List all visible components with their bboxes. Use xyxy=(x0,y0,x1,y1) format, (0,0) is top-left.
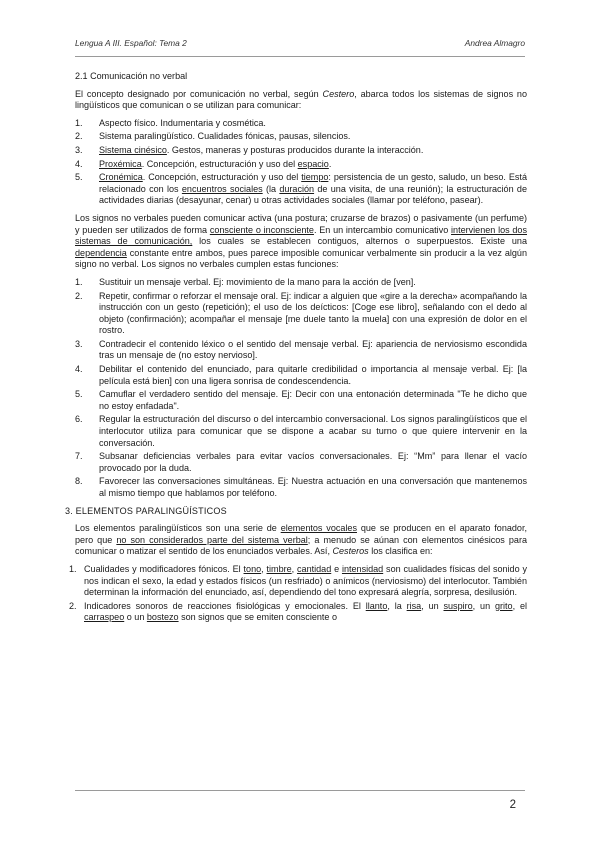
list-text: Cualidades y modificadores fónicos. El xyxy=(84,563,244,574)
nonverbal-systems-list xyxy=(75,118,527,207)
list-text: e xyxy=(331,563,342,574)
list-item xyxy=(69,564,527,599)
underlined-term: grito xyxy=(494,600,513,611)
footer-rule xyxy=(75,790,525,791)
underlined-term: Sistema cinésico xyxy=(99,144,167,155)
list-item xyxy=(75,451,527,474)
underlined-term: suspiro xyxy=(443,600,473,611)
underlined-term: encuentros sociales xyxy=(181,183,263,194)
list-text: Subsanar deficiencias verbales para evitar vacíos conversacionales. Ej: “Mm” para llenar el vacío provocado por la duda. xyxy=(99,451,527,473)
list-text: (la xyxy=(262,183,280,194)
list-text: . xyxy=(328,158,332,169)
list-text: Debilitar el contenido del enunciado, para quitarle credibilidad o importancia al mensaje verbal. Ej: [la película está bien] con una ligera sonrisa de condescendencia. xyxy=(99,364,527,386)
para-text: Los elementos paralingüísticos son una serie de xyxy=(75,523,281,534)
list-text: Indicadores sonoros de reacciones fisiológicas y emocionales. El xyxy=(84,600,366,611)
list-item xyxy=(75,131,527,143)
underlined-term: cantidad xyxy=(297,563,332,574)
para-text: los clasifica en: xyxy=(368,546,433,557)
list-text: Repetir, confirmar o reforzar el mensaje oral. Ej: indicar a alguien que «gire a la derecha» acompañando la instrucción con un gesto (repetición); el uso de los deícticos: [Coge ese libro], señalando con el dedo al objeto (confirmación); acompañar el mensaje [me duele tanto la muela] con una expresión de dolor en el rostro. xyxy=(99,290,527,336)
list-number: 2. xyxy=(75,290,83,301)
header-author: Andrea Almagro xyxy=(464,38,525,48)
underlined-term: tiempo xyxy=(301,172,329,183)
underlined-term: bostezo xyxy=(146,612,179,623)
list-text: son signos que se emiten consciente o xyxy=(178,612,337,623)
underlined-term: Cronémica xyxy=(99,172,143,183)
underlined-term: timbre xyxy=(266,563,292,574)
underlined-term: elementos vocales xyxy=(280,523,357,534)
para-text: ; a menudo se aúnan con elementos cinésicos para comunicar o matizar el sentido de los enunciados verbales. Así, xyxy=(75,534,528,557)
list-text: . Concepción, estructuración y uso del xyxy=(141,158,298,169)
header-course: Lengua A III. Español: Tema 2 xyxy=(75,38,187,48)
list-text: , xyxy=(261,563,267,574)
list-text: Sustituir un mensaje verbal. Ej: movimiento de la mano para la acción de [ven]. xyxy=(99,276,416,287)
list-number: 1. xyxy=(69,563,77,574)
list-number: 4. xyxy=(75,364,83,375)
header-rule xyxy=(75,56,525,57)
functions-list xyxy=(75,277,527,500)
list-text: , el xyxy=(512,600,527,611)
page-header xyxy=(75,38,525,52)
section-3-title: 3. ELEMENTOS PARALINGÜÍSTICOS xyxy=(65,505,227,516)
list-number: 5. xyxy=(75,389,83,400)
list-text: , xyxy=(291,563,298,574)
para-text: Los signos no verbales pueden comunicar activa (una postura; cruzarse de brazos) o pasivamente (un perfume) y pueden ser utilizados de forma xyxy=(75,212,527,235)
list-text: de una visita, de una reunión); la estructuración de actividades diarias (desayunar, cenar) u otras actividades sociales (llamar por teléfono, pasear). xyxy=(99,183,527,206)
list-item xyxy=(75,145,527,157)
underlined-term: consciente o inconsciente xyxy=(209,224,314,235)
list-text: Aspecto físico. Indumentaria y cosmética. xyxy=(99,117,266,128)
list-item xyxy=(75,291,527,337)
list-number: 4. xyxy=(75,158,83,169)
list-number: 6. xyxy=(75,414,83,425)
list-item xyxy=(75,159,527,171)
section-2-1-intro xyxy=(75,89,527,112)
intro-text-1: El concepto designado por comunicación no verbal, según xyxy=(75,88,323,99)
para-text: . En un intercambio comunicativo xyxy=(313,224,452,235)
underlined-term: llanto xyxy=(365,600,388,611)
para-author: Cesteros xyxy=(332,546,369,557)
list-text: o un xyxy=(124,612,147,623)
paralinguistic-elements-list xyxy=(69,563,527,624)
underlined-term: Proxémica xyxy=(99,158,142,169)
intro-text-2: , abarca todos los sistemas de signos no lingüísticos que comunican o se utilizan para comunicar: xyxy=(75,88,527,111)
list-text: Regular la estructuración del discurso o del intercambio conversacional. Los signos paralingüísticos que el interlocutor utiliza para comunicar que se dispone a acabar su turno o que quiere intervenir en la conversación. xyxy=(99,414,527,448)
list-item xyxy=(75,389,527,412)
section-3-para xyxy=(75,523,527,558)
para-text: que se producen en el aparato fonador, pero que xyxy=(75,523,527,545)
list-item xyxy=(75,277,527,289)
list-item xyxy=(75,476,527,499)
list-item xyxy=(75,172,527,207)
list-number: 3. xyxy=(75,338,83,349)
list-number: 1. xyxy=(75,276,83,287)
page-number: 2 xyxy=(509,799,516,811)
list-number: 5. xyxy=(75,172,83,183)
list-text: . Gestos, maneras y posturas producidos durante la interacción. xyxy=(166,144,424,155)
section-2-1-para-2 xyxy=(75,213,527,271)
list-item xyxy=(75,339,527,362)
underlined-term: no son considerados parte del sistema verbal xyxy=(116,534,308,545)
underlined-term: espacio xyxy=(297,158,329,169)
list-number: 2. xyxy=(69,600,77,611)
list-number: 3. xyxy=(75,144,83,155)
list-item xyxy=(75,118,527,130)
list-number: 8. xyxy=(75,476,83,487)
underlined-term: carraspeo xyxy=(84,612,125,623)
list-text: Contradecir el contenido léxico o el sentido del mensaje verbal. Ej: apariencia de nerviosismo escondida tras un mensaje de (no estoy nervioso]. xyxy=(99,338,527,361)
para-text: constante entre ambos, pues parece imposible comunicar verbalmente sin producir a la vez algún signo no verbal. Los signos no verbales cumplen estas funciones: xyxy=(75,247,527,270)
underlined-term: dependencia xyxy=(75,247,127,258)
underlined-term: duración xyxy=(279,183,315,194)
intro-author: Cestero xyxy=(322,88,355,99)
list-item xyxy=(69,601,527,624)
underlined-term: intensidad xyxy=(341,563,384,574)
list-number: 2. xyxy=(75,131,83,142)
list-text: Favorecer las conversaciones simultáneas. Ej: Nuestra actuación en una conversación que mantenemos al mismo tiempo que hablamos por teléfono. xyxy=(99,476,527,498)
list-text: , un xyxy=(421,600,444,611)
list-text: . Concepción, estructuración y uso del xyxy=(142,172,302,183)
list-text: : persistencia de un gesto, saludo, un beso. Está relacionado con los xyxy=(99,172,527,194)
list-number: 1. xyxy=(75,117,83,128)
list-item xyxy=(75,414,527,449)
underlined-term: tono xyxy=(243,563,262,574)
list-item xyxy=(75,364,527,387)
list-text: Camuflar el verdadero sentido del mensaje. Ej: Decir con una entonación determinada "Te he dicho que no estoy enfadada". xyxy=(99,389,527,411)
para-text: los cuales se establecen contiguos, alternos o superpuestos. Existe una xyxy=(192,236,527,247)
section-2-1-title: 2.1 Comunicación no verbal xyxy=(75,71,188,81)
list-text: Sistema paralingüístico. Cualidades fónicas, pausas, silencios. xyxy=(99,131,351,142)
list-text: , un xyxy=(472,600,495,611)
list-text: , la xyxy=(387,600,407,611)
document-body xyxy=(65,71,528,630)
list-number: 7. xyxy=(75,451,83,462)
underlined-term: risa xyxy=(406,600,422,611)
underlined-term: intervienen los dos sistemas de comunicación, xyxy=(75,224,527,247)
list-text: son cualidades físicas del sonido y nos indican el sexo, la edad y estados físicos (un resfriado) o anímicos (nerviosismo) del interlocutor. También determinan la información del enunciado, así, dependiendo del tono expresará alegría, sorpresa, desilusión. xyxy=(84,563,527,598)
